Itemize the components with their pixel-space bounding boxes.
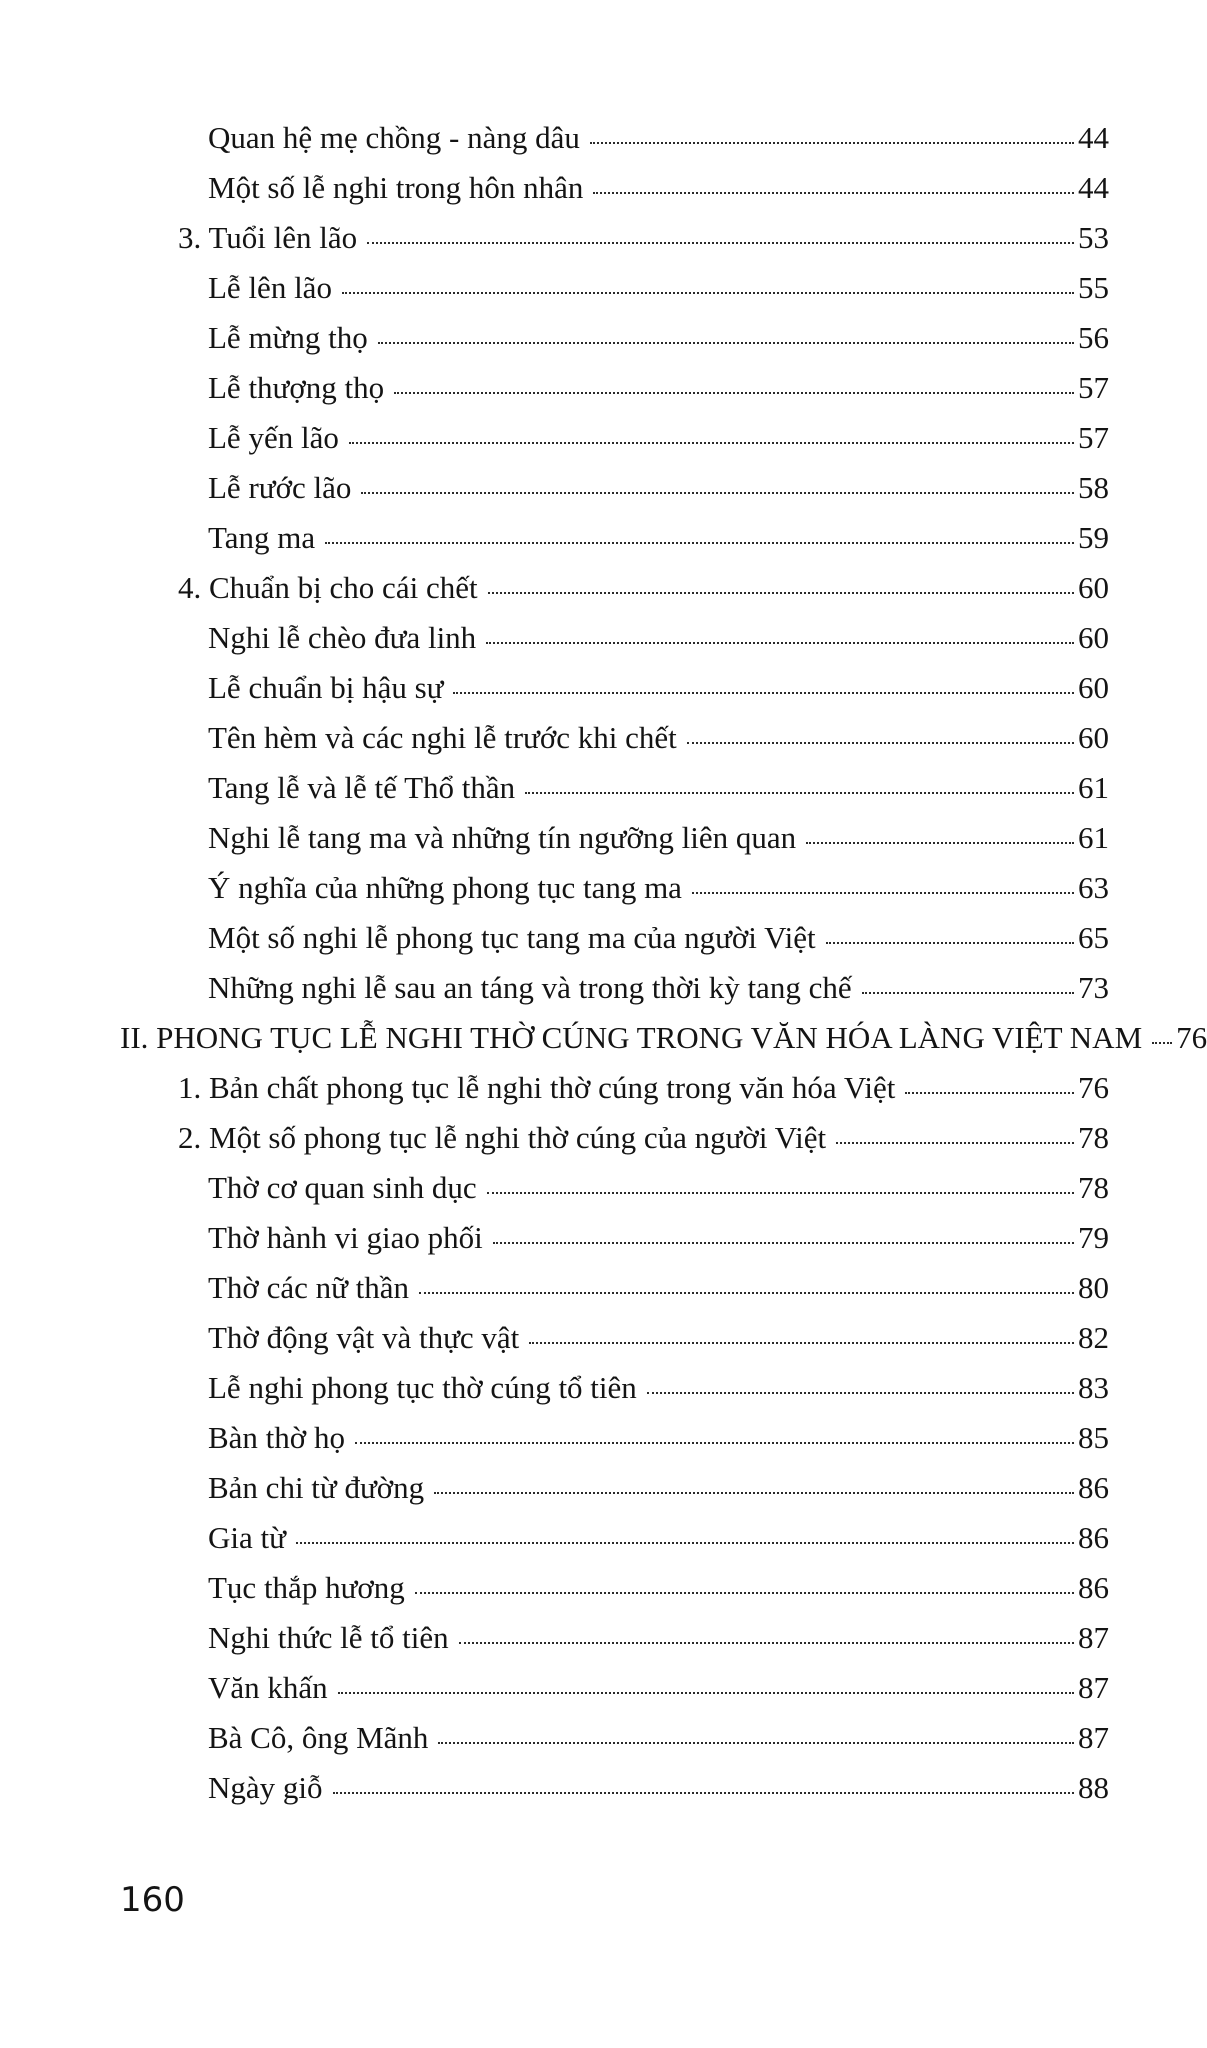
toc-entry [178, 1068, 1109, 1108]
dot-leader [333, 1792, 1074, 1794]
dot-leader [338, 1692, 1074, 1694]
dot-leader [355, 1442, 1074, 1444]
dot-leader [593, 192, 1074, 194]
dot-leader [296, 1542, 1074, 1544]
dot-leader [487, 1192, 1074, 1194]
dot-leader [862, 992, 1074, 994]
toc-entry-page: 59 [1078, 520, 1109, 555]
dot-leader [378, 342, 1074, 344]
toc-entry-title: Lễ chuẩn bị hậu sự [208, 670, 444, 705]
toc-entry-title: Bản chi từ đường [208, 1470, 425, 1505]
toc-entry-title: Lễ thượng thọ [208, 370, 385, 405]
toc-entry-title: 2. Một số phong tục lễ nghi thờ cúng của người Việt [178, 1120, 827, 1155]
dot-leader [349, 442, 1074, 444]
toc-entry-title: Tang ma [208, 520, 316, 555]
toc-entry-page: 87 [1078, 1720, 1109, 1755]
toc-entry-title: Những nghi lễ sau an táng và trong thời kỳ tang chế [208, 970, 852, 1005]
toc-entry [120, 1018, 1207, 1058]
toc-entry [208, 1218, 1109, 1258]
toc-entry-page: 56 [1078, 320, 1109, 355]
toc-entry [208, 118, 1109, 158]
dot-leader [459, 1642, 1074, 1644]
dot-leader [361, 492, 1074, 494]
toc-entry-title: Quan hệ mẹ chồng - nàng dâu [208, 120, 580, 155]
toc-entry [208, 918, 1109, 958]
toc-entry [208, 518, 1109, 558]
dot-leader [647, 1392, 1074, 1394]
toc-entry [208, 1168, 1109, 1208]
toc-entry [208, 418, 1109, 458]
toc-entry-page: 63 [1078, 870, 1109, 905]
toc-entry-title: Lễ nghi phong tục thờ cúng tổ tiên [208, 1370, 637, 1405]
toc-entry [178, 218, 1109, 258]
toc-entry-page: 61 [1078, 820, 1109, 855]
toc-entry-title: Tang lễ và lễ tế Thổ thần [208, 770, 516, 805]
toc-entry [208, 1318, 1109, 1358]
toc-entry [208, 468, 1109, 508]
dot-leader [415, 1592, 1074, 1594]
toc-entry-title: Bà Cô, ông Mãnh [208, 1720, 429, 1755]
toc-entry-page: 44 [1078, 170, 1109, 205]
toc-entry [208, 768, 1109, 808]
toc-entry-page: 44 [1078, 120, 1109, 155]
toc-entry [208, 1768, 1109, 1808]
dot-leader [590, 142, 1074, 144]
dot-leader [325, 542, 1074, 544]
toc-entry [178, 1118, 1109, 1158]
toc-entry-title: Tên hèm và các nghi lễ trước khi chết [208, 720, 677, 755]
toc-entry-title: Ngày giỗ [208, 1770, 323, 1805]
toc-entry-title: Lễ rước lão [208, 470, 352, 505]
toc-entry [208, 968, 1109, 1008]
toc-entry-page: 86 [1078, 1570, 1109, 1605]
dot-leader [434, 1492, 1074, 1494]
dot-leader [826, 942, 1074, 944]
toc-entry-title: 3. Tuổi lên lão [178, 220, 358, 255]
toc-entry-title: Một số nghi lễ phong tục tang ma của người Việt [208, 920, 816, 955]
dot-leader [1152, 1042, 1172, 1044]
toc-entry [208, 1618, 1109, 1658]
toc-entry-page: 78 [1078, 1120, 1109, 1155]
toc-entry-title: Gia từ [208, 1520, 286, 1555]
dot-leader [453, 692, 1074, 694]
toc-entry-title: Bàn thờ họ [208, 1420, 345, 1455]
toc-entry [208, 1568, 1109, 1608]
dot-leader [486, 642, 1074, 644]
toc-entry [208, 168, 1109, 208]
toc-entry-title: II. PHONG TỤC LỄ NGHI THỜ CÚNG TRONG VĂN HÓA LÀNG VIỆT NAM [120, 1020, 1143, 1055]
dot-leader [342, 292, 1074, 294]
toc-entry-title: Văn khấn [208, 1670, 328, 1705]
toc-entry-page: 55 [1078, 270, 1109, 305]
page-number: 160 [120, 1880, 185, 1920]
toc-entry-title: Thờ động vật và thực vật [208, 1320, 520, 1355]
toc-entry-page: 60 [1078, 620, 1109, 655]
toc-entry [208, 1668, 1109, 1708]
toc-entry-page: 88 [1078, 1770, 1109, 1805]
dot-leader [529, 1342, 1074, 1344]
dot-leader [488, 592, 1074, 594]
toc-entry-title: Nghi lễ chèo đưa linh [208, 620, 477, 655]
toc-entry [208, 1268, 1109, 1308]
toc-entry-title: 4. Chuẩn bị cho cái chết [178, 570, 478, 605]
toc-entry-page: 80 [1078, 1270, 1109, 1305]
dot-leader [687, 742, 1074, 744]
toc-entry-title: Lễ lên lão [208, 270, 332, 305]
toc-entry-page: 83 [1078, 1370, 1109, 1405]
dot-leader [367, 242, 1074, 244]
toc-entry-page: 78 [1078, 1170, 1109, 1205]
toc-entry [208, 818, 1109, 858]
toc-entry [208, 1518, 1109, 1558]
dot-leader [806, 842, 1074, 844]
toc-entry-page: 85 [1078, 1420, 1109, 1455]
toc-entry-title: Nghi lễ tang ma và những tín ngưỡng liên quan [208, 820, 797, 855]
toc-entry [208, 618, 1109, 658]
dot-leader [525, 792, 1074, 794]
toc-entry-page: 57 [1078, 370, 1109, 405]
toc-entry [208, 1368, 1109, 1408]
toc-entry-title: 1. Bản chất phong tục lễ nghi thờ cúng trong văn hóa Việt [178, 1070, 896, 1105]
dot-leader [493, 1242, 1074, 1244]
toc-entry [208, 1718, 1109, 1758]
toc-entry-title: Thờ hành vi giao phối [208, 1220, 483, 1255]
toc-entry-page: 57 [1078, 420, 1109, 455]
toc-entry-title: Thờ các nữ thần [208, 1270, 410, 1305]
toc-entry-page: 76 [1078, 1070, 1109, 1105]
toc-entry-page: 79 [1078, 1220, 1109, 1255]
toc-entry-page: 87 [1078, 1620, 1109, 1655]
toc-entry [178, 568, 1109, 608]
toc-entry-page: 65 [1078, 920, 1109, 955]
dot-leader [438, 1742, 1074, 1744]
toc-entry-page: 60 [1078, 570, 1109, 605]
toc-entry-page: 53 [1078, 220, 1109, 255]
dot-leader [692, 892, 1074, 894]
toc-entry [208, 718, 1109, 758]
toc-entry [208, 1418, 1109, 1458]
toc-entry-page: 73 [1078, 970, 1109, 1005]
toc-entry-page: 76 [1176, 1020, 1207, 1055]
toc-entry-page: 86 [1078, 1470, 1109, 1505]
toc-entry-page: 82 [1078, 1320, 1109, 1355]
toc-entry-title: Thờ cơ quan sinh dục [208, 1170, 477, 1205]
toc-entry-page: 60 [1078, 720, 1109, 755]
dot-leader [836, 1142, 1074, 1144]
toc-entry [208, 868, 1109, 908]
toc-entry-title: Lễ mừng thọ [208, 320, 368, 355]
toc-entry-page: 60 [1078, 670, 1109, 705]
dot-leader [419, 1292, 1074, 1294]
toc-entry-page: 87 [1078, 1670, 1109, 1705]
toc-entry-title: Một số lễ nghi trong hôn nhân [208, 170, 584, 205]
toc-entry-title: Nghi thức lễ tổ tiên [208, 1620, 449, 1655]
toc-entry [208, 268, 1109, 308]
toc-entry-title: Ý nghĩa của những phong tục tang ma [208, 870, 682, 905]
toc-entry [208, 368, 1109, 408]
toc-entry [208, 1468, 1109, 1508]
toc-entry-title: Tục thắp hương [208, 1570, 405, 1605]
toc-entry [208, 318, 1109, 358]
toc-entry [208, 668, 1109, 708]
toc-entry-page: 61 [1078, 770, 1109, 805]
dot-leader [394, 392, 1074, 394]
toc-entry-page: 86 [1078, 1520, 1109, 1555]
dot-leader [905, 1092, 1074, 1094]
toc-entry-title: Lễ yến lão [208, 420, 339, 455]
toc-entry-page: 58 [1078, 470, 1109, 505]
